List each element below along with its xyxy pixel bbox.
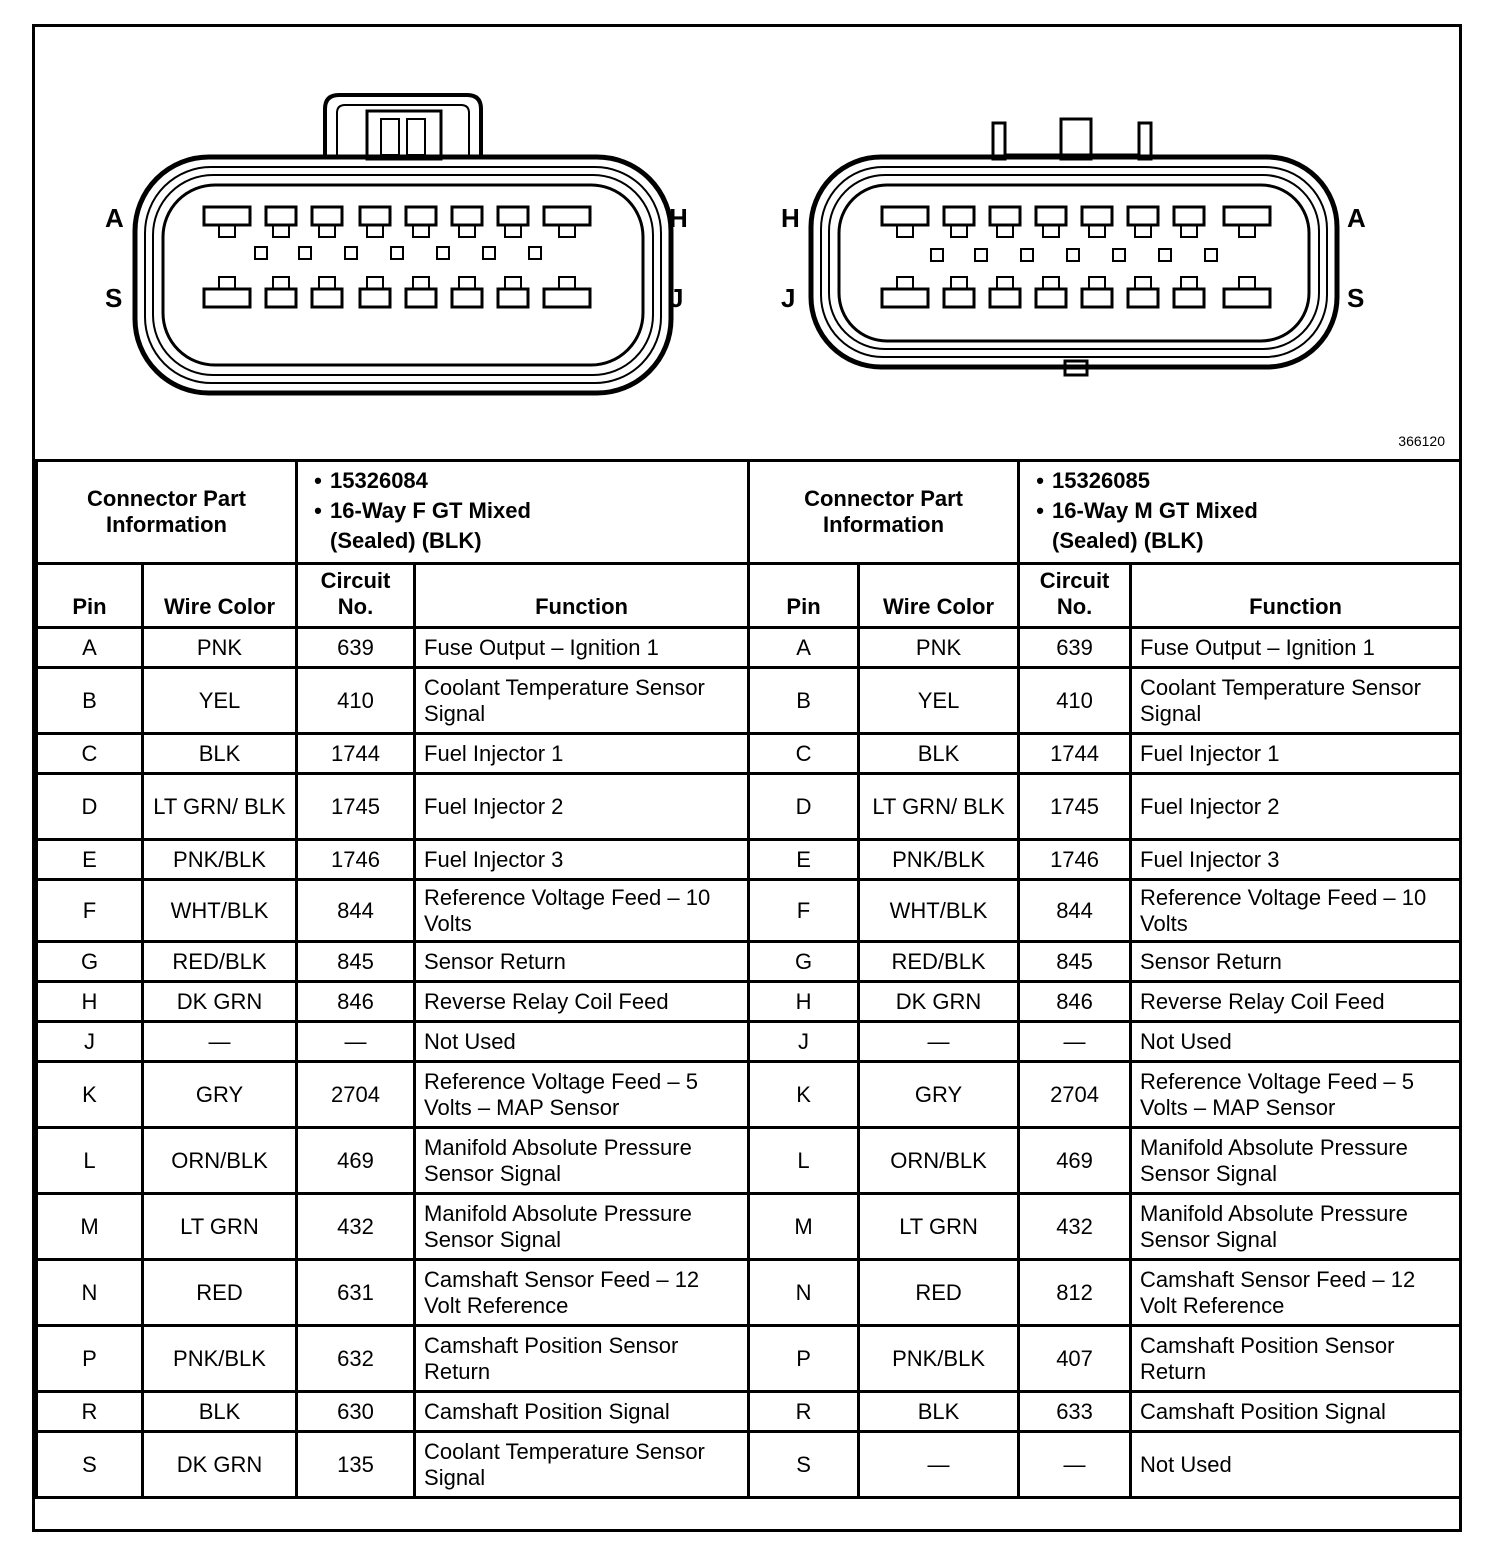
right-pin-small-cavity: [1113, 249, 1125, 261]
right-cell-function: Reference Voltage Feed – 5 Volts – MAP Sensor: [1131, 1062, 1461, 1128]
right-pin-top-cavity: [882, 207, 928, 225]
right-cell-function: Reverse Relay Coil Feed: [1131, 982, 1461, 1022]
left-col-function: Function: [415, 564, 749, 628]
right-cell-function: Not Used: [1131, 1432, 1461, 1498]
left-cell-circuit: —: [297, 1022, 415, 1062]
left-cell-circuit: 1746: [297, 840, 415, 880]
left-cell-function: Coolant Temperature Sensor Signal: [415, 668, 749, 734]
right-pin-small-cavity: [931, 249, 943, 261]
right-pin-label-bottom-right: S: [1347, 283, 1365, 313]
left-pin-top-terminal: [459, 225, 475, 237]
right-pin-bottom-terminal: [1239, 277, 1255, 289]
left-cell-color: WHT/BLK: [143, 880, 297, 942]
left-pin-bottom-cavity: [452, 289, 482, 307]
table-row: [37, 942, 1461, 982]
right-pin-top-terminal: [1181, 225, 1197, 237]
left-cell-pin: A: [37, 628, 143, 668]
right-cell-pin: G: [749, 942, 859, 982]
left-cell-function: Fuel Injector 2: [415, 774, 749, 840]
table-row: [37, 1260, 1461, 1326]
right-pin-bottom-cavity: [1036, 289, 1066, 307]
connector-drawings: [35, 27, 1459, 459]
right-col-function: Function: [1131, 564, 1461, 628]
left-cell-color: LT GRN: [143, 1194, 297, 1260]
left-cell-pin: F: [37, 880, 143, 942]
right-pin-small-cavity: [1067, 249, 1079, 261]
left-cell-function: Camshaft Sensor Feed – 12 Volt Reference: [415, 1260, 749, 1326]
left-cell-color: YEL: [143, 668, 297, 734]
left-cell-circuit: 631: [297, 1260, 415, 1326]
right-cell-circuit: 407: [1019, 1326, 1131, 1392]
left-pin-bottom-cavity: [498, 289, 528, 307]
left-part-desc-line2: (Sealed) (BLK): [330, 528, 482, 553]
right-cell-color: WHT/BLK: [859, 880, 1019, 942]
right-pin-bottom-cavity: [990, 289, 1020, 307]
right-pin-bottom-cavity: [1128, 289, 1158, 307]
left-pin-small-cavity: [391, 247, 403, 259]
column-header-row: [37, 564, 1461, 628]
left-cell-circuit: 639: [297, 628, 415, 668]
right-pin-top-cavity: [944, 207, 974, 225]
right-pin-top-terminal: [997, 225, 1013, 237]
left-pin-top-terminal: [367, 225, 383, 237]
left-pin-bottom-terminal: [459, 277, 475, 289]
left-pin-bottom-terminal: [367, 277, 383, 289]
figure-id: 366120: [1398, 433, 1445, 449]
right-pin-top-terminal: [897, 225, 913, 237]
left-pin-top-cavity: [266, 207, 296, 225]
right-cell-color: PNK: [859, 628, 1019, 668]
right-pin-small-cavity: [975, 249, 987, 261]
left-cell-function: Fuel Injector 3: [415, 840, 749, 880]
left-cell-function: Not Used: [415, 1022, 749, 1062]
right-cell-function: Camshaft Position Signal: [1131, 1392, 1461, 1432]
right-pin-bottom-terminal: [1135, 277, 1151, 289]
left-cell-circuit: 844: [297, 880, 415, 942]
right-cell-color: PNK/BLK: [859, 1326, 1019, 1392]
table-row: [37, 668, 1461, 734]
right-cell-circuit: 812: [1019, 1260, 1131, 1326]
right-pin-bottom-terminal: [897, 277, 913, 289]
left-cell-color: PNK/BLK: [143, 840, 297, 880]
right-cell-circuit: 469: [1019, 1128, 1131, 1194]
right-cell-function: Not Used: [1131, 1022, 1461, 1062]
right-pin-bottom-terminal: [1043, 277, 1059, 289]
left-cell-pin: H: [37, 982, 143, 1022]
left-cell-pin: B: [37, 668, 143, 734]
left-cell-circuit: 632: [297, 1326, 415, 1392]
right-pin-top-terminal: [951, 225, 967, 237]
right-pin-top-cavity: [1036, 207, 1066, 225]
right-part-desc-line1: 16-Way M GT Mixed: [1052, 498, 1258, 523]
right-cell-function: Coolant Temperature Sensor Signal: [1131, 668, 1461, 734]
right-cell-circuit: 845: [1019, 942, 1131, 982]
right-pin-bottom-terminal: [1181, 277, 1197, 289]
left-cell-function: Sensor Return: [415, 942, 749, 982]
table-row: [37, 1022, 1461, 1062]
left-cell-pin: K: [37, 1062, 143, 1128]
right-cell-circuit: 846: [1019, 982, 1131, 1022]
right-cell-color: RED: [859, 1260, 1019, 1326]
left-col-pin: Pin: [37, 564, 143, 628]
right-cell-color: PNK/BLK: [859, 840, 1019, 880]
right-cell-pin: D: [749, 774, 859, 840]
right-cell-circuit: 633: [1019, 1392, 1131, 1432]
left-cell-color: LT GRN/ BLK: [143, 774, 297, 840]
left-pin-small-cavity: [255, 247, 267, 259]
left-pin-label-top-left: A: [105, 203, 124, 233]
right-cell-circuit: —: [1019, 1432, 1131, 1498]
right-cell-function: Camshaft Position Sensor Return: [1131, 1326, 1461, 1392]
left-pin-top-cavity: [544, 207, 590, 225]
right-pin-top-terminal: [1135, 225, 1151, 237]
right-pin-bottom-cavity: [1082, 289, 1112, 307]
left-pin-top-cavity: [406, 207, 436, 225]
left-cell-circuit: 1745: [297, 774, 415, 840]
left-cell-circuit: 410: [297, 668, 415, 734]
right-col-wire-color: Wire Color: [859, 564, 1019, 628]
table-row: [37, 1194, 1461, 1260]
right-cell-circuit: 1744: [1019, 734, 1131, 774]
left-pin-label-bottom-left: S: [105, 283, 123, 313]
table-row: [37, 840, 1461, 880]
left-pin-bottom-terminal: [559, 277, 575, 289]
right-cell-function: Fuel Injector 1: [1131, 734, 1461, 774]
right-part-desc-line2: (Sealed) (BLK): [1052, 528, 1204, 553]
right-cell-function: Fuel Injector 2: [1131, 774, 1461, 840]
right-cell-pin: P: [749, 1326, 859, 1392]
pinout-table: [35, 459, 1462, 1499]
left-cell-function: Camshaft Position Signal: [415, 1392, 749, 1432]
right-cell-function: Fuse Output – Ignition 1: [1131, 628, 1461, 668]
left-cell-function: Manifold Absolute Pressure Sensor Signal: [415, 1194, 749, 1260]
left-cell-color: ORN/BLK: [143, 1128, 297, 1194]
right-cell-pin: M: [749, 1194, 859, 1260]
right-cell-pin: N: [749, 1260, 859, 1326]
left-pin-top-cavity: [360, 207, 390, 225]
right-cell-pin: F: [749, 880, 859, 942]
left-cell-color: PNK/BLK: [143, 1326, 297, 1392]
left-cell-pin: J: [37, 1022, 143, 1062]
left-cell-pin: E: [37, 840, 143, 880]
left-pin-label-bottom-right: J: [669, 283, 684, 313]
left-pin-top-cavity: [452, 207, 482, 225]
table-row: [37, 1326, 1461, 1392]
left-pin-top-terminal: [559, 225, 575, 237]
table-row: [37, 1128, 1461, 1194]
left-cell-circuit: 432: [297, 1194, 415, 1260]
right-cell-function: Sensor Return: [1131, 942, 1461, 982]
right-pin-top-terminal: [1043, 225, 1059, 237]
left-cell-circuit: 630: [297, 1392, 415, 1432]
left-cell-color: DK GRN: [143, 982, 297, 1022]
right-cell-function: Manifold Absolute Pressure Sensor Signal: [1131, 1194, 1461, 1260]
right-cell-pin: J: [749, 1022, 859, 1062]
pinout-sheet: [32, 24, 1462, 1532]
left-cell-color: BLK: [143, 1392, 297, 1432]
left-pin-bottom-cavity: [360, 289, 390, 307]
left-cell-color: RED: [143, 1260, 297, 1326]
left-pin-bottom-terminal: [413, 277, 429, 289]
right-part-info: • 15326085 • 16-Way M GT Mixed (Sealed) (BLK): [1019, 461, 1461, 564]
right-cell-color: GRY: [859, 1062, 1019, 1128]
left-pin-bottom-cavity: [406, 289, 436, 307]
left-cell-pin: R: [37, 1392, 143, 1432]
left-pin-small-cavity: [437, 247, 449, 259]
left-pin-label-top-right: H: [669, 203, 688, 233]
left-pin-bottom-cavity: [544, 289, 590, 307]
right-pin-bottom-cavity: [944, 289, 974, 307]
table-row: [37, 774, 1461, 840]
left-cell-function: Reference Voltage Feed – 10 Volts: [415, 880, 749, 942]
right-pin-bottom-terminal: [951, 277, 967, 289]
right-pin-small-cavity: [1205, 249, 1217, 261]
right-cell-pin: K: [749, 1062, 859, 1128]
left-cell-circuit: 135: [297, 1432, 415, 1498]
left-pin-top-terminal: [413, 225, 429, 237]
right-cell-circuit: 2704: [1019, 1062, 1131, 1128]
right-pin-top-cavity: [1082, 207, 1112, 225]
right-cell-circuit: 1746: [1019, 840, 1131, 880]
pinout-rows: [37, 628, 1461, 1498]
right-pin-label-top-right: A: [1347, 203, 1366, 233]
left-cell-color: —: [143, 1022, 297, 1062]
right-cell-color: BLK: [859, 1392, 1019, 1432]
right-pin-bottom-cavity: [882, 289, 928, 307]
table-row: [37, 1432, 1461, 1498]
right-col-circuit: Circuit No.: [1019, 564, 1131, 628]
left-pin-top-terminal: [505, 225, 521, 237]
right-cell-color: —: [859, 1022, 1019, 1062]
right-cell-color: LT GRN/ BLK: [859, 774, 1019, 840]
left-pin-small-cavity: [345, 247, 357, 259]
right-pin-bottom-cavity: [1174, 289, 1204, 307]
left-cell-function: Camshaft Position Sensor Return: [415, 1326, 749, 1392]
right-cell-circuit: 639: [1019, 628, 1131, 668]
left-pin-top-terminal: [219, 225, 235, 237]
left-cell-color: DK GRN: [143, 1432, 297, 1498]
left-cell-pin: D: [37, 774, 143, 840]
left-cell-pin: N: [37, 1260, 143, 1326]
right-cell-color: RED/BLK: [859, 942, 1019, 982]
left-pin-bottom-cavity: [266, 289, 296, 307]
left-pin-small-cavity: [299, 247, 311, 259]
left-cell-pin: M: [37, 1194, 143, 1260]
right-pin-top-cavity: [1174, 207, 1204, 225]
table-row: [37, 628, 1461, 668]
right-pin-small-cavity: [1159, 249, 1171, 261]
left-cell-color: GRY: [143, 1062, 297, 1128]
table-row: [37, 880, 1461, 942]
right-cell-circuit: 1745: [1019, 774, 1131, 840]
left-cell-circuit: 469: [297, 1128, 415, 1194]
left-cell-function: Coolant Temperature Sensor Signal: [415, 1432, 749, 1498]
right-cell-pin: A: [749, 628, 859, 668]
right-connector-drawing: [811, 119, 1337, 375]
right-cell-function: Fuel Injector 3: [1131, 840, 1461, 880]
left-cell-color: RED/BLK: [143, 942, 297, 982]
left-cell-circuit: 846: [297, 982, 415, 1022]
left-info-header: Connector Part Information: [37, 461, 297, 564]
left-pin-bottom-cavity: [204, 289, 250, 307]
table-row: [37, 1062, 1461, 1128]
left-cell-pin: C: [37, 734, 143, 774]
left-pin-bottom-terminal: [219, 277, 235, 289]
left-cell-function: Reverse Relay Coil Feed: [415, 982, 749, 1022]
right-cell-color: LT GRN: [859, 1194, 1019, 1260]
left-connector-drawing: [135, 95, 671, 393]
left-part-desc-line1: 16-Way F GT Mixed: [330, 498, 531, 523]
right-cell-pin: E: [749, 840, 859, 880]
right-cell-pin: L: [749, 1128, 859, 1194]
right-cell-pin: C: [749, 734, 859, 774]
right-col-pin: Pin: [749, 564, 859, 628]
right-cell-circuit: 432: [1019, 1194, 1131, 1260]
left-pin-bottom-terminal: [505, 277, 521, 289]
left-pin-small-cavity: [529, 247, 541, 259]
right-cell-circuit: 844: [1019, 880, 1131, 942]
left-cell-circuit: 2704: [297, 1062, 415, 1128]
right-pin-bottom-terminal: [1089, 277, 1105, 289]
right-cell-pin: B: [749, 668, 859, 734]
right-pin-bottom-cavity: [1224, 289, 1270, 307]
right-cell-color: BLK: [859, 734, 1019, 774]
connector-figure: [35, 27, 1459, 462]
right-cell-pin: H: [749, 982, 859, 1022]
left-pin-top-cavity: [498, 207, 528, 225]
left-cell-pin: P: [37, 1326, 143, 1392]
left-cell-color: PNK: [143, 628, 297, 668]
left-pin-bottom-terminal: [273, 277, 289, 289]
right-cell-color: DK GRN: [859, 982, 1019, 1022]
left-pin-top-terminal: [273, 225, 289, 237]
left-part-number: 15326084: [330, 468, 428, 493]
left-cell-function: Fuel Injector 1: [415, 734, 749, 774]
right-info-header: Connector Part Information: [749, 461, 1019, 564]
table-row: [37, 1392, 1461, 1432]
right-pin-small-cavity: [1021, 249, 1033, 261]
right-pin-bottom-terminal: [997, 277, 1013, 289]
left-part-info: • 15326084 • 16-Way F GT Mixed (Sealed) (BLK): [297, 461, 749, 564]
right-pin-top-cavity: [1128, 207, 1158, 225]
right-cell-color: ORN/BLK: [859, 1128, 1019, 1194]
left-cell-function: Fuse Output – Ignition 1: [415, 628, 749, 668]
right-pin-top-terminal: [1239, 225, 1255, 237]
left-pin-top-cavity: [204, 207, 250, 225]
left-pin-small-cavity: [483, 247, 495, 259]
left-col-circuit: Circuit No.: [297, 564, 415, 628]
left-cell-color: BLK: [143, 734, 297, 774]
left-pin-top-cavity: [312, 207, 342, 225]
right-cell-circuit: —: [1019, 1022, 1131, 1062]
left-pin-bottom-terminal: [319, 277, 335, 289]
right-pin-top-cavity: [1224, 207, 1270, 225]
left-col-wire-color: Wire Color: [143, 564, 297, 628]
right-cell-pin: S: [749, 1432, 859, 1498]
right-pin-label-bottom-left: J: [781, 283, 796, 313]
right-pin-top-cavity: [990, 207, 1020, 225]
right-cell-function: Manifold Absolute Pressure Sensor Signal: [1131, 1128, 1461, 1194]
table-row: [37, 734, 1461, 774]
left-cell-pin: G: [37, 942, 143, 982]
right-pin-label-top-left: H: [781, 203, 800, 233]
right-cell-color: —: [859, 1432, 1019, 1498]
left-cell-function: Manifold Absolute Pressure Sensor Signal: [415, 1128, 749, 1194]
right-cell-function: Reference Voltage Feed – 10 Volts: [1131, 880, 1461, 942]
table-row: [37, 982, 1461, 1022]
left-pin-top-terminal: [319, 225, 335, 237]
right-cell-color: YEL: [859, 668, 1019, 734]
left-pin-bottom-cavity: [312, 289, 342, 307]
right-cell-function: Camshaft Sensor Feed – 12 Volt Reference: [1131, 1260, 1461, 1326]
right-pin-top-terminal: [1089, 225, 1105, 237]
left-cell-function: Reference Voltage Feed – 5 Volts – MAP Sensor: [415, 1062, 749, 1128]
left-cell-circuit: 1744: [297, 734, 415, 774]
right-cell-circuit: 410: [1019, 668, 1131, 734]
right-part-number: 15326085: [1052, 468, 1150, 493]
connector-info-row: [37, 461, 1461, 564]
left-cell-pin: S: [37, 1432, 143, 1498]
left-cell-circuit: 845: [297, 942, 415, 982]
right-cell-pin: R: [749, 1392, 859, 1432]
left-cell-pin: L: [37, 1128, 143, 1194]
